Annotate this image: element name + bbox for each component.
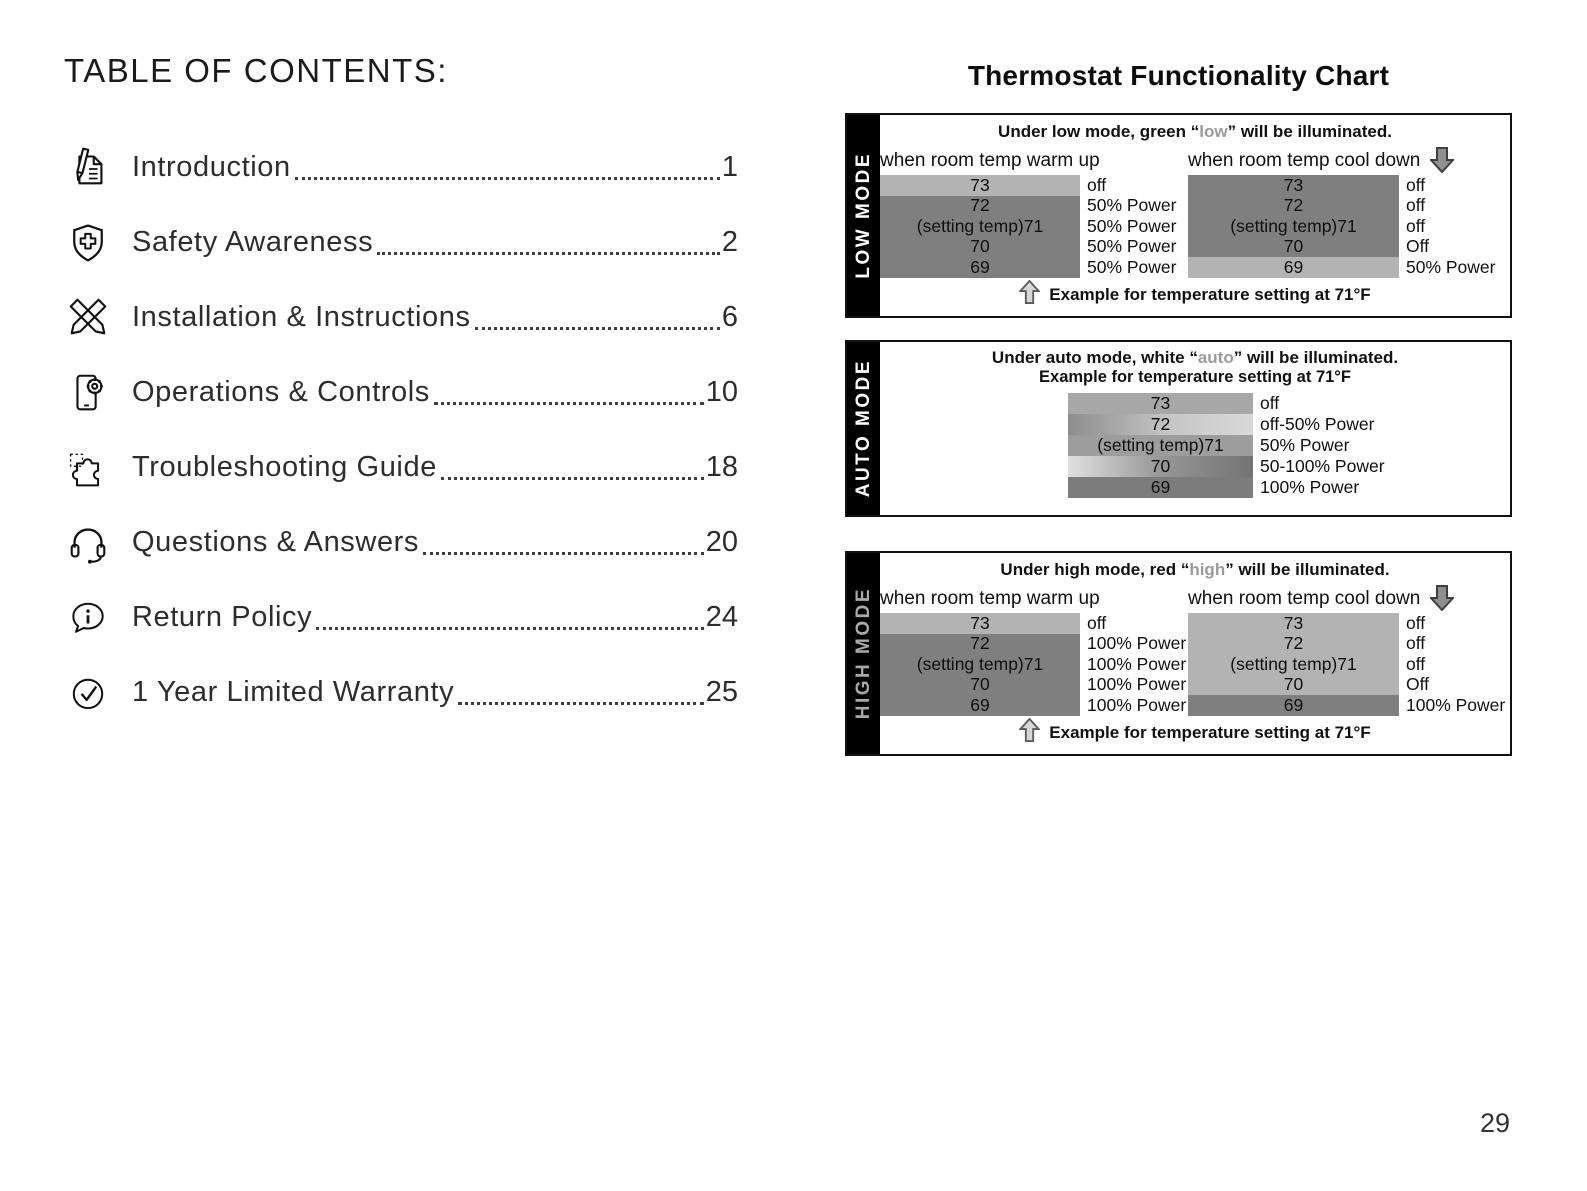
- toc-item-installation[interactable]: [64, 280, 738, 355]
- table-row: 72 off: [1188, 196, 1496, 217]
- high-mode-sidebar: [847, 553, 880, 754]
- table-row: 69 50% Power: [1188, 257, 1496, 278]
- table-row: 70 50-100% Power: [1068, 456, 1510, 477]
- table-row: 72 50% Power: [880, 196, 1188, 217]
- toc-item-page: 18: [705, 451, 738, 483]
- table-row: 73 off: [1188, 613, 1505, 634]
- toc-item-label: Troubleshooting Guide: [132, 451, 437, 483]
- check-circle-icon: [64, 669, 112, 717]
- toc-item-label: Operations & Controls: [132, 376, 430, 408]
- table-row: 72 off-50% Power: [1068, 414, 1510, 435]
- toc-leader-dots: [316, 627, 703, 630]
- table-row: 70 50% Power: [880, 237, 1188, 258]
- toc-item-operations[interactable]: [64, 355, 738, 430]
- toc-leader-dots: [423, 552, 704, 555]
- toc-item-label: Installation & Instructions: [132, 301, 471, 333]
- auto-mode-subheader: Example for temperature setting at 71°F: [1039, 368, 1351, 386]
- toc-item-page: 6: [721, 301, 738, 333]
- toc-leader-dots: [434, 402, 704, 405]
- table-row: 70 Off: [1188, 237, 1496, 258]
- low-mode-example-note: Example for temperature setting at 71°F: [880, 280, 1510, 309]
- high-cool-down-table: [1188, 588, 1505, 716]
- cool-down-arrow-icon: [1430, 585, 1454, 616]
- low-mode-sidebar: [847, 115, 880, 316]
- low-warm-up-table: [880, 150, 1188, 278]
- auto-mode-sidebar: [847, 342, 880, 515]
- high-warm-up-table: [880, 588, 1188, 716]
- table-row: 70 Off: [1188, 675, 1505, 696]
- auto-mode-table: [1068, 393, 1510, 498]
- high-mode-content: [880, 553, 1510, 754]
- high-mode-tables: [880, 588, 1510, 716]
- table-header: when room temp warm up: [880, 150, 1100, 171]
- info-bubble-icon: [64, 594, 112, 642]
- table-row: 69 100% Power: [880, 695, 1188, 716]
- toc-item-safety[interactable]: [64, 205, 738, 280]
- auto-word: auto: [1197, 348, 1234, 367]
- toc-list: [64, 130, 738, 730]
- toc-item-page: 20: [705, 526, 738, 558]
- auto-mode-content: [880, 342, 1510, 515]
- chart-title: Thermostat Functionality Chart: [967, 60, 1390, 91]
- toc-leader-dots: [441, 477, 704, 480]
- setting-up-arrow-icon: [1019, 280, 1040, 309]
- toc-item-warranty[interactable]: [64, 655, 738, 730]
- low-mode-tables: [880, 150, 1510, 278]
- setting-up-arrow-icon: [1019, 718, 1040, 747]
- low-mode-content: [880, 115, 1510, 316]
- toc-item-page: 2: [721, 226, 738, 258]
- toc-item-label: Questions & Answers: [132, 526, 420, 558]
- table-row: 70 100% Power: [880, 675, 1188, 696]
- table-row: 73 off: [880, 613, 1188, 634]
- shield-cross-icon: [64, 219, 112, 267]
- table-row: 73 off: [1188, 175, 1496, 196]
- toc-item-label: 1 Year Limited Warranty: [132, 676, 455, 708]
- table-header: when room temp cool down: [1188, 150, 1421, 171]
- table-row: 69 50% Power: [880, 257, 1188, 278]
- auto-mode-box: [845, 340, 1512, 517]
- toc-leader-dots: [295, 177, 720, 180]
- toc-item-page: 25: [705, 676, 738, 708]
- toc-item-label: Safety Awareness: [132, 226, 374, 258]
- table-row: (setting temp)71 off: [1188, 216, 1496, 237]
- auto-mode-label: AUTO MODE: [852, 359, 874, 498]
- toc-leader-dots: [458, 702, 704, 705]
- low-mode-label: LOW MODE: [852, 152, 874, 279]
- phone-gear-icon: [64, 369, 112, 417]
- puzzle-icon: [64, 444, 112, 492]
- table-row: 73 off: [880, 175, 1188, 196]
- toc-leader-dots: [377, 252, 720, 255]
- low-mode-header: Under low mode, green “low” will be illuminated.: [998, 122, 1392, 141]
- toc-item-page: 10: [705, 376, 738, 408]
- page-number: 29: [1479, 1108, 1510, 1138]
- table-row: 69 100% Power: [1068, 477, 1510, 498]
- headset-icon: [64, 519, 112, 567]
- table-row: 72 100% Power: [880, 634, 1188, 655]
- table-row: (setting temp)71 100% Power: [880, 654, 1188, 675]
- high-mode-label: HIGH MODE: [852, 587, 874, 720]
- toc-item-page: 24: [705, 601, 738, 633]
- table-header: when room temp warm up: [880, 588, 1100, 609]
- document-pencil-icon: [64, 144, 112, 192]
- toc-item-label: Return Policy: [132, 601, 313, 633]
- table-row: 69 100% Power: [1188, 695, 1505, 716]
- toc-item-label: Introduction: [132, 151, 291, 183]
- toc-item-questions[interactable]: [64, 505, 738, 580]
- auto-mode-header: Under auto mode, white “auto” will be illuminated.: [991, 348, 1399, 367]
- cool-down-arrow-icon: [1430, 147, 1454, 178]
- table-row: (setting temp)71 50% Power: [1068, 435, 1510, 456]
- toc-title: TABLE OF CONTENTS:: [64, 52, 448, 89]
- table-row: (setting temp)71 50% Power: [880, 216, 1188, 237]
- table-row: 72 off: [1188, 634, 1505, 655]
- toc-item-return-policy[interactable]: [64, 580, 738, 655]
- toc-item-introduction[interactable]: [64, 130, 738, 205]
- table-header: when room temp cool down: [1188, 588, 1421, 609]
- high-mode-header: Under high mode, red “high” will be illuminated.: [1000, 560, 1390, 579]
- low-word: low: [1199, 122, 1228, 141]
- toc-item-page: 1: [721, 151, 738, 183]
- table-of-contents: [64, 52, 738, 730]
- table-row: 73 off: [1068, 393, 1510, 414]
- toc-item-troubleshooting[interactable]: [64, 430, 738, 505]
- toc-leader-dots: [475, 327, 720, 330]
- high-mode-example-note: Example for temperature setting at 71°F: [880, 718, 1510, 747]
- high-word: high: [1189, 560, 1226, 579]
- low-mode-box: [845, 113, 1512, 318]
- high-mode-box: [845, 551, 1512, 756]
- crossed-tools-icon: [64, 294, 112, 342]
- table-row: (setting temp)71 off: [1188, 654, 1505, 675]
